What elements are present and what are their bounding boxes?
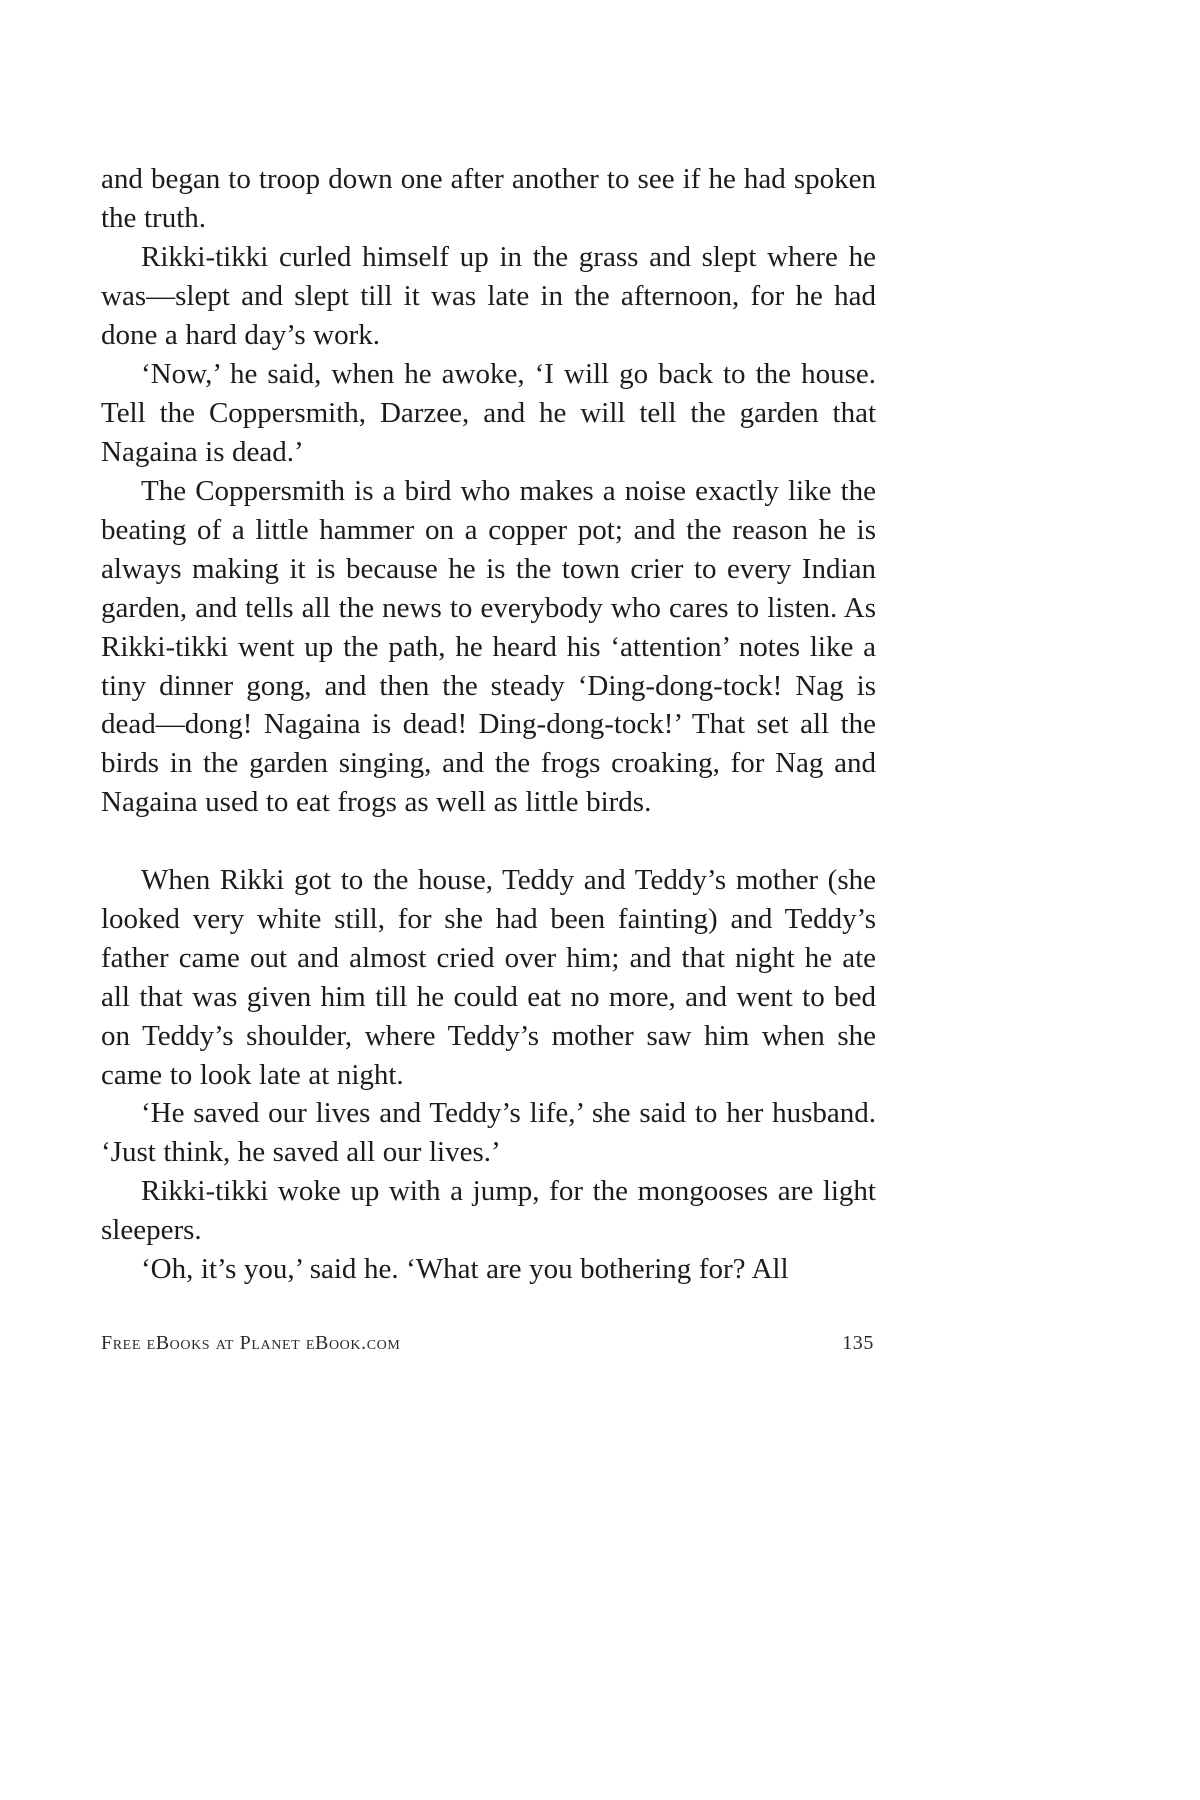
paragraph-3: ‘Now,’ he said, when he awoke, ‘I will go back to the house. Tell the Coppersmith, Darzee, and he will tell the garden that Nagaina is dead.’ [101,358,876,468]
paragraph-7: Rikki-tikki woke up with a jump, for the mongooses are light sleepers. [101,1175,876,1246]
paragraph-5: When Rikki got to the house, Teddy and Teddy’s mother (she looked very white still, for she had been fainting) and Teddy’s father came out and almost cried over him; and that night he ate all that was given him till he could eat no more, and went to bed on Teddy’s shoulder, where Teddy’s mother saw him when she came to look late at night. [101,864,876,1091]
paragraph-4: The Coppersmith is a bird who makes a noise exactly like the beating of a little hammer on a copper pot; and the reason he is always making it is because he is the town crier to every Indian garden, and tells all the news to everybody who cares to listen. As Rikki-tikki went up the path, he heard his ‘attention’ notes like a tiny dinner gong, and then the steady ‘Ding-dong-tock! Nag is dead—dong! Nagaina is dead! Ding-dong-tock!’ That set all the birds in the garden singing, and the frogs croaking, for Nag and Nagaina used to eat frogs as well as little birds. [101,475,876,819]
paragraph-2: Rikki-tikki curled himself up in the grass and slept where he was—slept and slept till it was late in the afternoon, for he had done a hard day’s work. [101,241,876,351]
page-footer [101,1332,876,1362]
paragraph-1: and began to troop down one after another to see if he had spoken the truth. [101,163,876,234]
footer-source-link[interactable]: Free eBooks at Planet eBook.com [101,1332,401,1354]
paragraph-6: ‘He saved our lives and Teddy’s life,’ she said to her husband. ‘Just think, he saved all our lives.’ [101,1097,876,1168]
paragraph-8: ‘Oh, it’s you,’ said he. ‘What are you bothering for? All [141,1253,789,1285]
page-number: 135 [842,1332,874,1354]
